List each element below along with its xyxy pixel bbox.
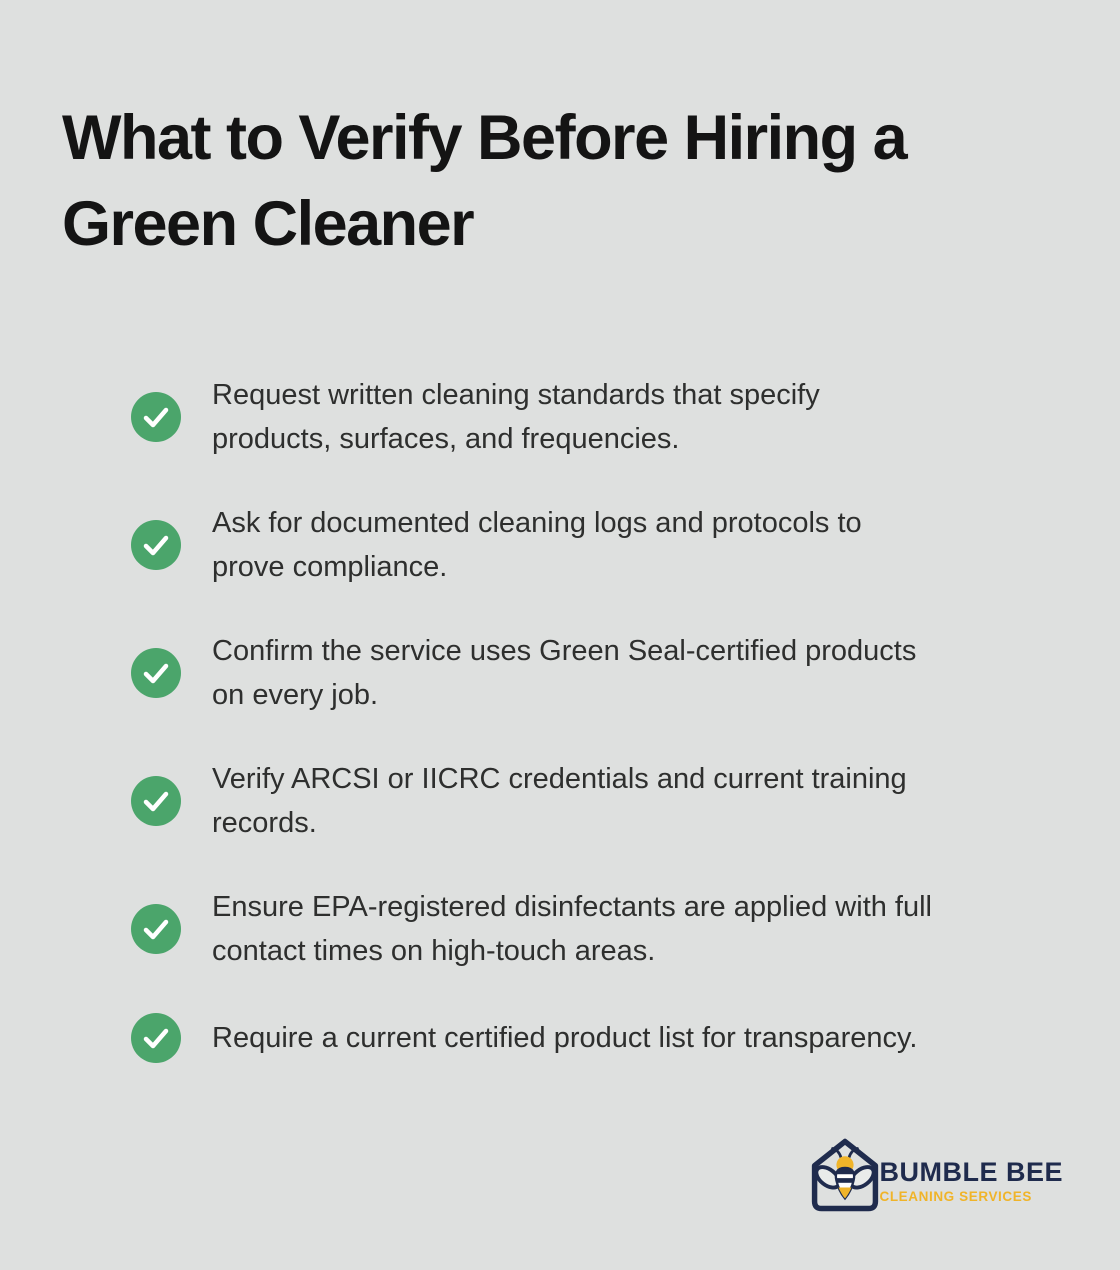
brand-text — [879, 1158, 1063, 1203]
checklist — [131, 373, 1081, 1063]
checklist-item-text — [212, 885, 932, 973]
checklist-item-text — [212, 501, 862, 589]
bee-house-icon — [806, 1136, 884, 1214]
check-icon — [131, 648, 181, 698]
check-icon — [131, 776, 181, 826]
checkmark-glyph — [131, 904, 181, 954]
checklist-item — [131, 885, 1081, 973]
checklist-line: prove compliance. — [212, 551, 448, 583]
checkmark-glyph — [131, 648, 181, 698]
checklist-item-text — [212, 629, 916, 717]
checklist-line: Require a current certified product list for transparency. — [212, 1022, 918, 1054]
brand-logo — [806, 1136, 1063, 1214]
checklist-item — [131, 1013, 1081, 1063]
checklist-line: on every job. — [212, 679, 379, 711]
checklist-item — [131, 501, 1081, 589]
checklist-line: products, surfaces, and frequencies. — [212, 423, 680, 455]
check-icon — [131, 520, 181, 570]
check-icon — [131, 904, 181, 954]
checklist-line: Confirm the service uses Green Seal-certified products — [212, 635, 917, 667]
brand-tagline: CLEANING SERVICES — [879, 1188, 1032, 1204]
checkmark-glyph — [131, 776, 181, 826]
checklist-item — [131, 629, 1081, 717]
brand-name: BUMBLE BEE — [879, 1157, 1063, 1188]
checklist-item-text — [212, 373, 820, 461]
checklist-item — [131, 373, 1081, 461]
checklist-line: records. — [212, 807, 317, 839]
page-title — [62, 96, 1062, 267]
checkmark-glyph — [131, 520, 181, 570]
check-icon — [131, 392, 181, 442]
checklist-item-text — [212, 757, 907, 845]
checklist-line: Request written cleaning standards that specify — [212, 379, 820, 411]
checklist-line: Verify ARCSI or IICRC credentials and current training — [212, 763, 907, 795]
title-line-2: Green Cleaner — [62, 188, 474, 259]
checklist-item-text — [212, 1016, 917, 1060]
checklist-line: Ask for documented cleaning logs and protocols to — [212, 507, 862, 539]
checkmark-glyph — [131, 1013, 181, 1063]
title-line-1: What to Verify Before Hiring a — [62, 103, 907, 173]
checklist-line: contact times on high-touch areas. — [212, 935, 656, 967]
checklist-item — [131, 757, 1081, 845]
checklist-line: Ensure EPA-registered disinfectants are applied with full — [212, 891, 933, 923]
checkmark-glyph — [131, 392, 181, 442]
check-icon — [131, 1013, 181, 1063]
